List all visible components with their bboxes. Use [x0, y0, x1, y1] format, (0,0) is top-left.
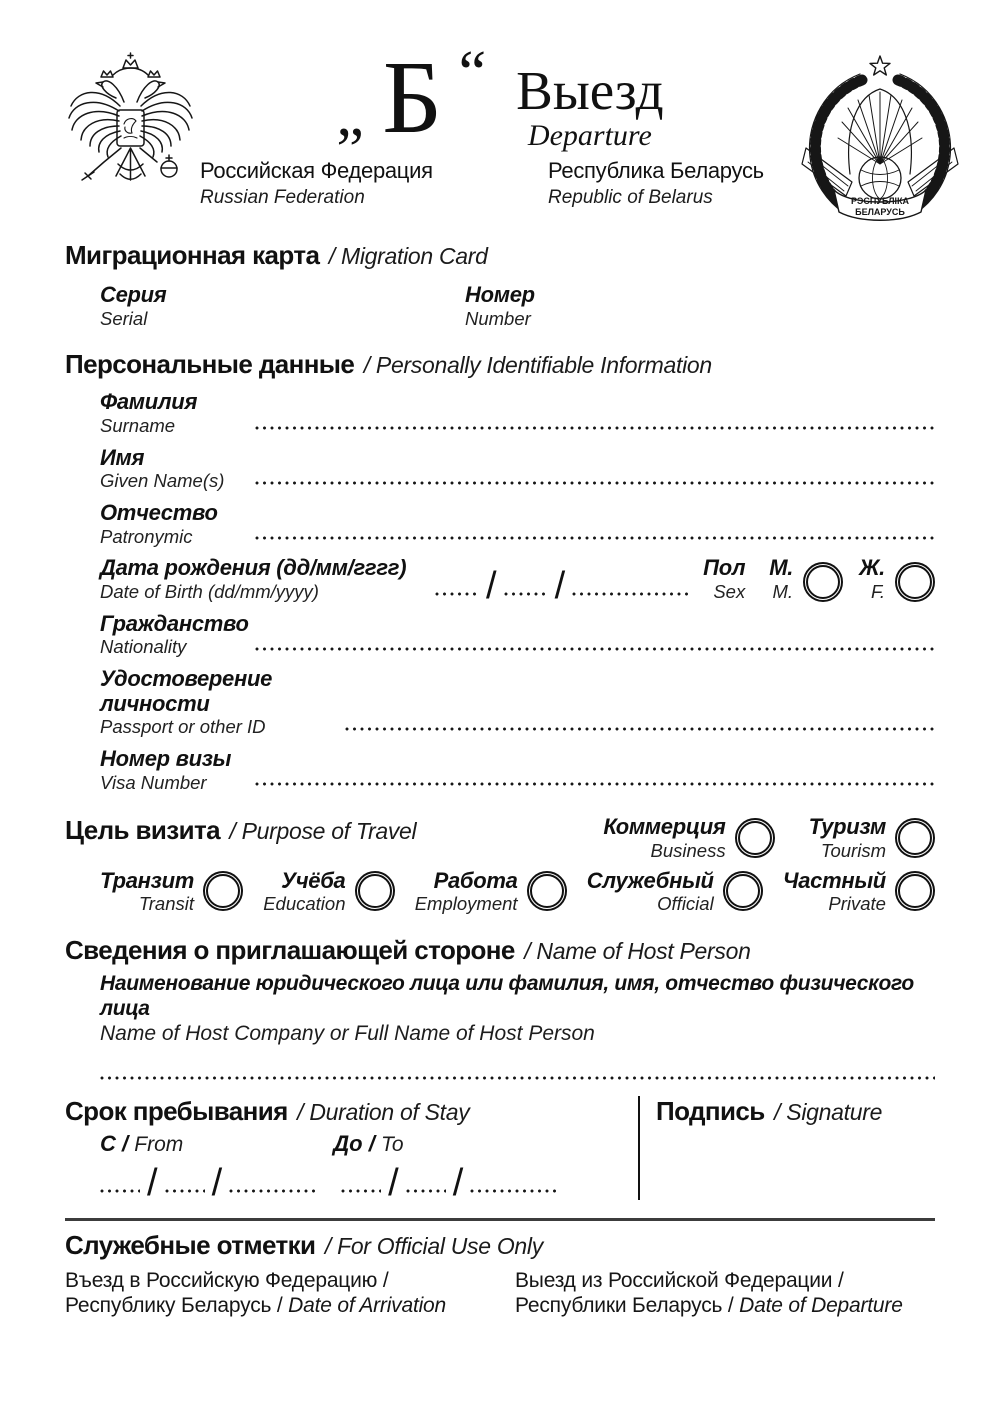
from-day-line[interactable]: [100, 1189, 140, 1193]
patronymic-label-en: Patronymic: [100, 525, 193, 547]
host-input-line[interactable]: [100, 1076, 935, 1080]
business-label-en: Business: [650, 840, 726, 861]
dob-day-line[interactable]: [435, 592, 479, 596]
field-date-of-birth: [65, 555, 935, 608]
departure-stamp-area: [515, 1268, 903, 1319]
date-slash: /: [486, 565, 497, 608]
section-migration-card: [65, 240, 935, 271]
russia-coat-of-arms-icon: [58, 52, 203, 204]
purpose-option-tourism: [809, 815, 935, 861]
female-label-ru: Ж.: [859, 555, 885, 581]
visa-input-line[interactable]: [255, 782, 935, 786]
section-signature-ru: Подпись: [656, 1096, 765, 1127]
purpose-option-education: [263, 869, 394, 915]
sex-group: [703, 556, 935, 602]
to-day-line[interactable]: [341, 1189, 381, 1193]
private-label-ru: Частный: [782, 867, 886, 893]
host-subtitle-ru: Наименование юридического лица или фамилия, имя, отчество физического лица: [100, 972, 914, 1020]
section-signature-en: / Signature: [774, 1099, 883, 1126]
radio-employment[interactable]: [527, 871, 567, 911]
country-belarus-ru: Республика Беларусь: [548, 158, 764, 183]
from-month-line[interactable]: [165, 1189, 205, 1193]
stay-signature-row: [65, 1096, 935, 1205]
radio-male[interactable]: [803, 562, 843, 602]
tourism-label-ru: Туризм: [808, 814, 886, 840]
field-nationality: [65, 612, 935, 658]
field-given-name: [65, 446, 935, 492]
dob-month-line[interactable]: [504, 592, 548, 596]
arrival-line1: Въезд в Российскую Федерацию /: [65, 1268, 389, 1292]
visa-label-ru: Номер визы: [100, 746, 232, 772]
section-official-en: / For Official Use Only: [324, 1232, 543, 1259]
field-patronymic: [65, 501, 935, 547]
section-stay-en: / Duration of Stay: [297, 1099, 470, 1126]
field-surname: [65, 390, 935, 436]
page-title-ru: Выезд: [516, 60, 664, 121]
signature-area[interactable]: [656, 1127, 935, 1197]
serial-label-ru: Серия: [100, 282, 167, 307]
male-label-en: M.: [772, 581, 794, 602]
serial-label-en: Serial: [100, 307, 148, 329]
sex-label-ru: Пол: [703, 555, 746, 581]
radio-business[interactable]: [735, 818, 775, 858]
transit-label-en: Transit: [138, 893, 194, 915]
country-russia: [200, 158, 433, 209]
section-host-ru: Сведения о приглашающей стороне: [65, 935, 515, 966]
departure-line2: Республики Беларусь /: [515, 1294, 734, 1318]
sex-label-en: Sex: [713, 581, 746, 602]
official-label-en: Official: [657, 893, 714, 915]
section-official: [65, 1230, 935, 1261]
stay-to-date-input[interactable]: [341, 1162, 556, 1205]
section-purpose: [65, 815, 935, 861]
nationality-label-en: Nationality: [100, 636, 187, 658]
departure-line-en: Date of Departure: [739, 1294, 903, 1318]
country-belarus-en: Republic of Belarus: [548, 187, 713, 208]
radio-female[interactable]: [895, 562, 935, 602]
host-subtitle-en: Name of Host Company or Full Name of Host Person: [100, 1021, 595, 1045]
number-label-ru: Номер: [465, 282, 535, 307]
given-name-input-line[interactable]: [255, 481, 935, 485]
employment-label-ru: Работа: [433, 867, 518, 893]
belarus-ribbon-line1: РЭСПУБЛІКА: [850, 196, 910, 206]
radio-private[interactable]: [895, 871, 935, 911]
country-russia-en: Russian Federation: [200, 187, 365, 208]
private-label-en: Private: [828, 893, 886, 915]
belarus-coat-of-arms-icon: [800, 52, 960, 227]
purpose-option-business: [603, 815, 774, 861]
to-month-line[interactable]: [406, 1189, 446, 1193]
date-slash: /: [147, 1162, 158, 1205]
education-label-ru: Учёба: [281, 867, 346, 893]
purpose-option-official: [587, 869, 763, 915]
from-label-ru: С /: [100, 1131, 129, 1157]
arrival-stamp-area: [65, 1268, 515, 1319]
purpose-options-row: [65, 869, 935, 915]
date-slash: /: [554, 565, 566, 608]
arrival-line2: Республику Беларусь /: [65, 1294, 283, 1318]
from-year-line[interactable]: [229, 1189, 315, 1193]
dob-label-en: Date of Birth (dd/mm/yyyy): [100, 581, 319, 602]
male-label-ru: М.: [769, 555, 794, 581]
employment-label-en: Employment: [414, 893, 518, 915]
quote-open: „: [336, 81, 364, 149]
passport-input-line[interactable]: [345, 727, 935, 731]
nationality-input-line[interactable]: [255, 647, 935, 651]
education-label-en: Education: [263, 893, 346, 915]
dob-year-line[interactable]: [572, 592, 690, 596]
official-columns: [65, 1268, 935, 1319]
stamp-letter-text: Б: [382, 40, 443, 155]
date-slash: /: [388, 1162, 399, 1205]
passport-label-ru: Удостоверение личности: [100, 666, 273, 716]
section-host: [65, 935, 935, 966]
section-purpose-en: / Purpose of Travel: [229, 818, 417, 845]
section-personal: [65, 349, 935, 380]
transit-label-ru: Транзит: [100, 867, 194, 893]
section-signature: [640, 1096, 935, 1199]
tourism-label-en: Tourism: [820, 840, 886, 861]
dob-label-ru: Дата рождения (дд/мм/гггг): [100, 555, 407, 581]
date-slash: /: [452, 1162, 464, 1205]
visa-label-en: Visa Number: [100, 771, 207, 793]
to-label-ru: До /: [333, 1131, 375, 1157]
date-slash: /: [211, 1162, 223, 1205]
section-stay-ru: Срок пребывания: [65, 1096, 288, 1127]
section-migration-card-ru: Миграционная карта: [65, 240, 320, 270]
section-personal-en: / Personally Identifiable Information: [363, 352, 712, 379]
from-label: [100, 1131, 183, 1157]
host-subtitle: [65, 972, 935, 1046]
stay-from-date-input[interactable]: [100, 1162, 315, 1205]
section-personal-ru: Персональные данные: [65, 349, 355, 380]
official-label-ru: Служебный: [586, 867, 714, 893]
belarus-ribbon-line2: БЕЛАРУСЬ: [855, 207, 905, 217]
purpose-option-transit: [100, 869, 243, 915]
quote-close: “: [458, 39, 487, 107]
section-divider-rule: [65, 1218, 935, 1221]
surname-input-line[interactable]: [255, 426, 935, 430]
country-belarus: [548, 158, 764, 209]
country-russia-ru: Российская Федерация: [200, 158, 433, 183]
field-visa-number: [65, 747, 935, 793]
from-label-en: From: [134, 1133, 184, 1157]
to-year-line[interactable]: [470, 1189, 556, 1193]
radio-official[interactable]: [723, 871, 763, 911]
given-name-label-ru: Имя: [100, 444, 145, 470]
dob-date-input[interactable]: [435, 565, 690, 608]
surname-label-ru: Фамилия: [100, 389, 198, 415]
patronymic-label-ru: Отчество: [100, 500, 218, 526]
purpose-option-employment: [415, 869, 567, 915]
field-serial: [100, 283, 465, 329]
page-title-en: Departure: [527, 118, 652, 152]
female-label-en: F.: [870, 581, 885, 602]
radio-tourism[interactable]: [895, 818, 935, 858]
form-header: [0, 0, 1000, 232]
surname-label-en: Surname: [100, 414, 176, 436]
radio-education[interactable]: [355, 871, 395, 911]
serial-number-row: [65, 283, 935, 329]
section-purpose-ru: Цель визита: [65, 815, 220, 846]
section-official-ru: Служебные отметки: [65, 1229, 316, 1260]
business-label-ru: Коммерция: [603, 814, 726, 840]
section-host-en: / Name of Host Person: [524, 938, 751, 965]
radio-transit[interactable]: [203, 871, 243, 911]
number-label-en: Number: [465, 307, 531, 329]
field-passport: [65, 667, 935, 738]
to-label-en: To: [380, 1133, 404, 1157]
nationality-label-ru: Гражданство: [100, 610, 249, 636]
purpose-option-private: [783, 869, 935, 915]
arrival-line-en: Date of Arrivation: [288, 1294, 447, 1318]
to-label: [333, 1131, 403, 1157]
section-migration-card-en: / Migration Card: [328, 243, 488, 269]
passport-label-en: Passport or other ID: [100, 716, 266, 738]
stamp-letter: [336, 39, 487, 155]
field-number: [465, 283, 830, 329]
departure-line1: Выезд из Российской Федерации /: [515, 1268, 844, 1292]
section-stay: [65, 1096, 638, 1205]
given-name-label-en: Given Name(s): [100, 470, 225, 492]
patronymic-input-line[interactable]: [255, 536, 935, 540]
